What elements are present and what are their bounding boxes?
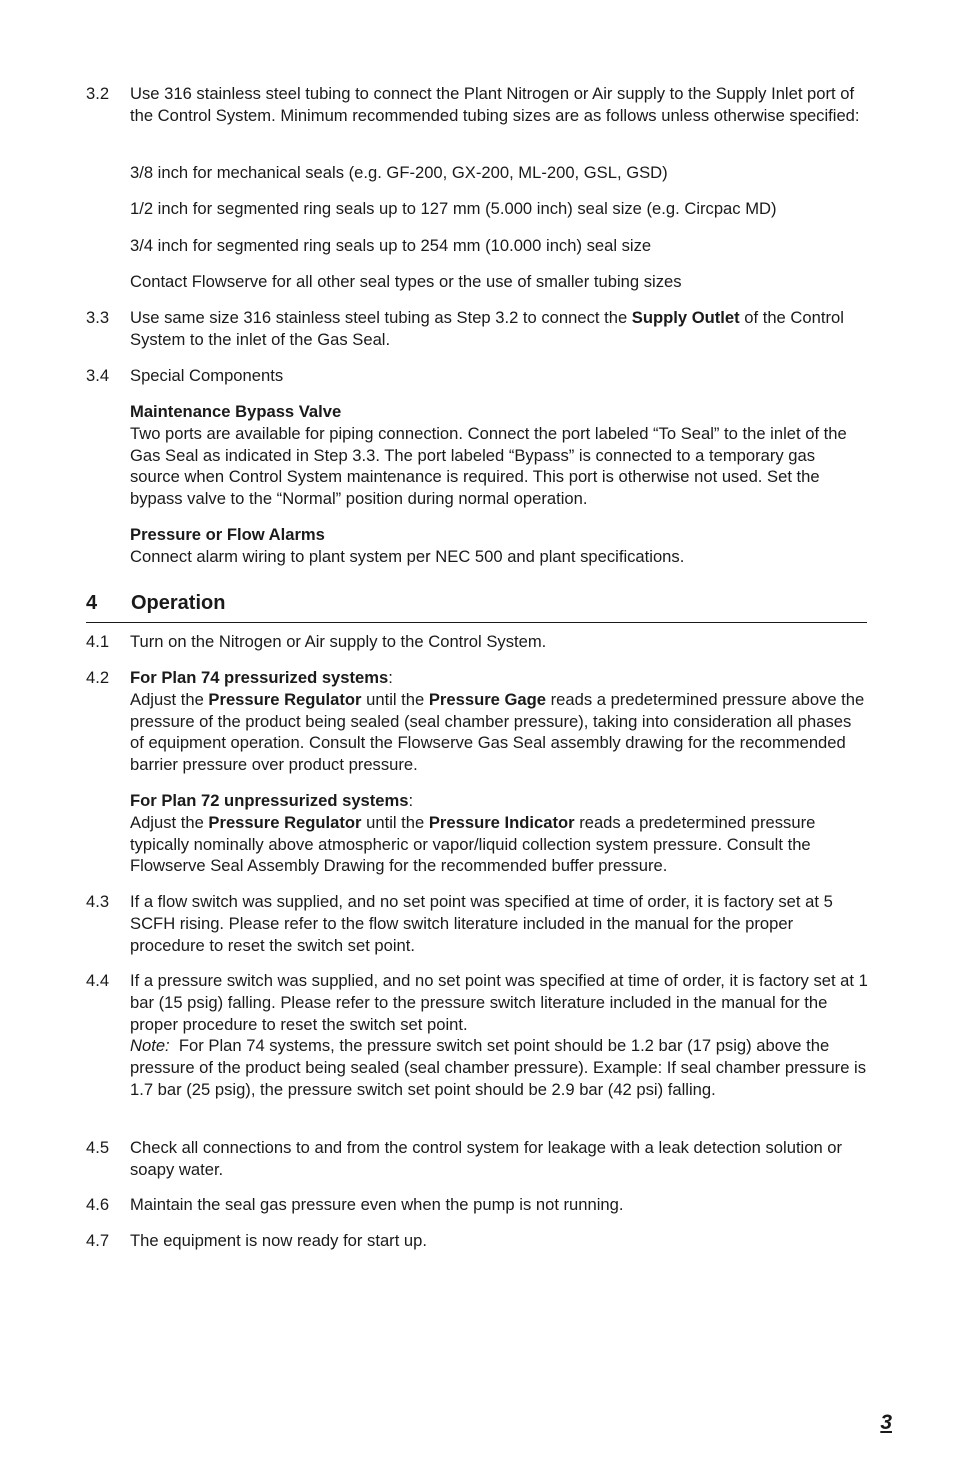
step-text: If a pressure switch was supplied, and no set point was specified at time of order, it is factory set at 1 bar (15 psig) falling. Please refer to the pressure switch literature included in the manual for the proper procedure to reset the switch set point.	[130, 971, 868, 1034]
step-number: 3.4	[86, 366, 110, 385]
step-3-3	[86, 307, 868, 351]
bypass-text: Two ports are available for piping connection. Connect the port labeled “To Seal” to the inlet of the Gas Seal as indicated in Step 3.3. The port labeled “Bypass” is connected to a temporary gas source when Control System maintenance is required. This port is otherwise not used. Set the bypass valve to the “Normal” position during normal operation.	[130, 423, 847, 509]
step-number: 4.6	[86, 1195, 110, 1214]
step-text: Special Components	[130, 366, 284, 385]
plan72-block: For Plan 72 unpressurized systems: Adjust the Pressure Regulator until the Pressure Indicator reads a predetermined pressure typically nominally above atmospheric or vapor/liquid collection system pressure. Consult the Flowserve Seal Assembly Drawing for the recommended buffer pressure.	[130, 790, 868, 877]
note-label: Note:	[130, 1036, 170, 1056]
step-3-2	[86, 83, 868, 127]
tubing-size-1-2: 1/2 inch for segmented ring seals up to 127 mm (5.000 inch) seal size (e.g. Circpac MD)	[130, 199, 777, 218]
step-4-6	[86, 1194, 868, 1216]
step-4-3	[86, 891, 868, 956]
step-number: 4.2	[86, 668, 110, 687]
tubing-size-contact: Contact Flowserve for all other seal types or the use of smaller tubing sizes	[130, 272, 682, 291]
section-number: 4	[86, 592, 98, 614]
bypass-valve-block	[130, 401, 868, 510]
step-4-1	[86, 631, 868, 653]
step-number: 3.2	[86, 84, 110, 103]
plan72-text: Adjust the Pressure Regulator until the Pressure Indicator reads a predetermined pressure typically nominally above atmospheric or vapor/liquid collection system pressure. Consult the Flowserve Seal Assembly Drawing for the recommended buffer pressure.	[130, 812, 816, 876]
step-text: The equipment is now ready for start up.	[130, 1231, 427, 1250]
alarms-text: Connect alarm wiring to plant system per NEC 500 and plant specifications.	[130, 546, 685, 566]
step-number: 4.4	[86, 971, 110, 990]
step-number: 4.3	[86, 892, 110, 911]
tubing-size-3-8: 3/8 inch for mechanical seals (e.g. GF-200, GX-200, ML-200, GSL, GSD)	[130, 163, 668, 182]
step-text: Turn on the Nitrogen or Air supply to the Control System.	[130, 632, 547, 651]
step-number: 4.5	[86, 1138, 110, 1157]
alarms-block	[130, 524, 868, 568]
page-number: 3	[880, 1411, 892, 1434]
step-text: If a flow switch was supplied, and no set point was specified at time of order, it is factory set at 5 SCFH rising. Please refer to the flow switch literature included in the manual for the proper procedure to reset the switch set point.	[130, 892, 833, 955]
step-text: Use 316 stainless steel tubing to connect the Plant Nitrogen or Air supply to the Supply Inlet port of the Control System. Minimum recommended tubing sizes are as follows unless otherwise specified:	[130, 84, 860, 125]
bypass-heading: Maintenance Bypass Valve	[130, 402, 342, 421]
plan74-heading: For Plan 74 pressurized systems	[130, 668, 389, 687]
step-4-4	[86, 970, 868, 1101]
alarms-heading: Pressure or Flow Alarms	[130, 525, 325, 544]
step-text: Maintain the seal gas pressure even when the pump is not running.	[130, 1195, 624, 1214]
step-text: Check all connections to and from the control system for leakage with a leak detection solution or soapy water.	[130, 1138, 843, 1179]
step-number: 3.3	[86, 308, 110, 327]
step-4-7	[86, 1230, 868, 1252]
section-heading-operation	[86, 590, 867, 623]
tubing-size-3-4: 3/4 inch for segmented ring seals up to 254 mm (10.000 inch) seal size	[130, 236, 652, 255]
step-4-5	[86, 1137, 868, 1181]
plan72-heading: For Plan 72 unpressurized systems	[130, 791, 409, 810]
step-number: 4.1	[86, 632, 110, 651]
note: Note: For Plan 74 systems, the pressure switch set point should be 1.2 bar (17 psig) above the pressure of the product being sealed (seal chamber pressure). Example: If seal chamber pressure is 1.7 bar (25 psig), the pressure switch set point should be 2.9 bar (42 psi) falling.	[130, 1036, 867, 1099]
step-number: 4.7	[86, 1231, 110, 1250]
step-4-2: 4.2 For Plan 74 pressurized systems: Adjust the Pressure Regulator until the Pressure Gage reads a predetermined pressure above the pressure of the product being sealed (seal chamber pressure), taking into consideration all phases of equipment operation. Consult the Flowserve Gas Seal assembly drawing for the recommended barrier pressure over product pressure.	[86, 667, 868, 776]
plan74-text: Adjust the Pressure Regulator until the Pressure Gage reads a predetermined pressure above the pressure of the product being sealed (seal chamber pressure), taking into consideration all phases of equipment operation. Consult the Flowserve Gas Seal assembly drawing for the recommended barrier pressure over product pressure.	[130, 689, 865, 775]
section-title: Operation	[131, 592, 226, 614]
step-text: Use same size 316 stainless steel tubing as Step 3.2 to connect the Supply Outlet of the Control System to the inlet of the Gas Seal.	[130, 308, 844, 349]
step-3-4	[86, 365, 868, 387]
